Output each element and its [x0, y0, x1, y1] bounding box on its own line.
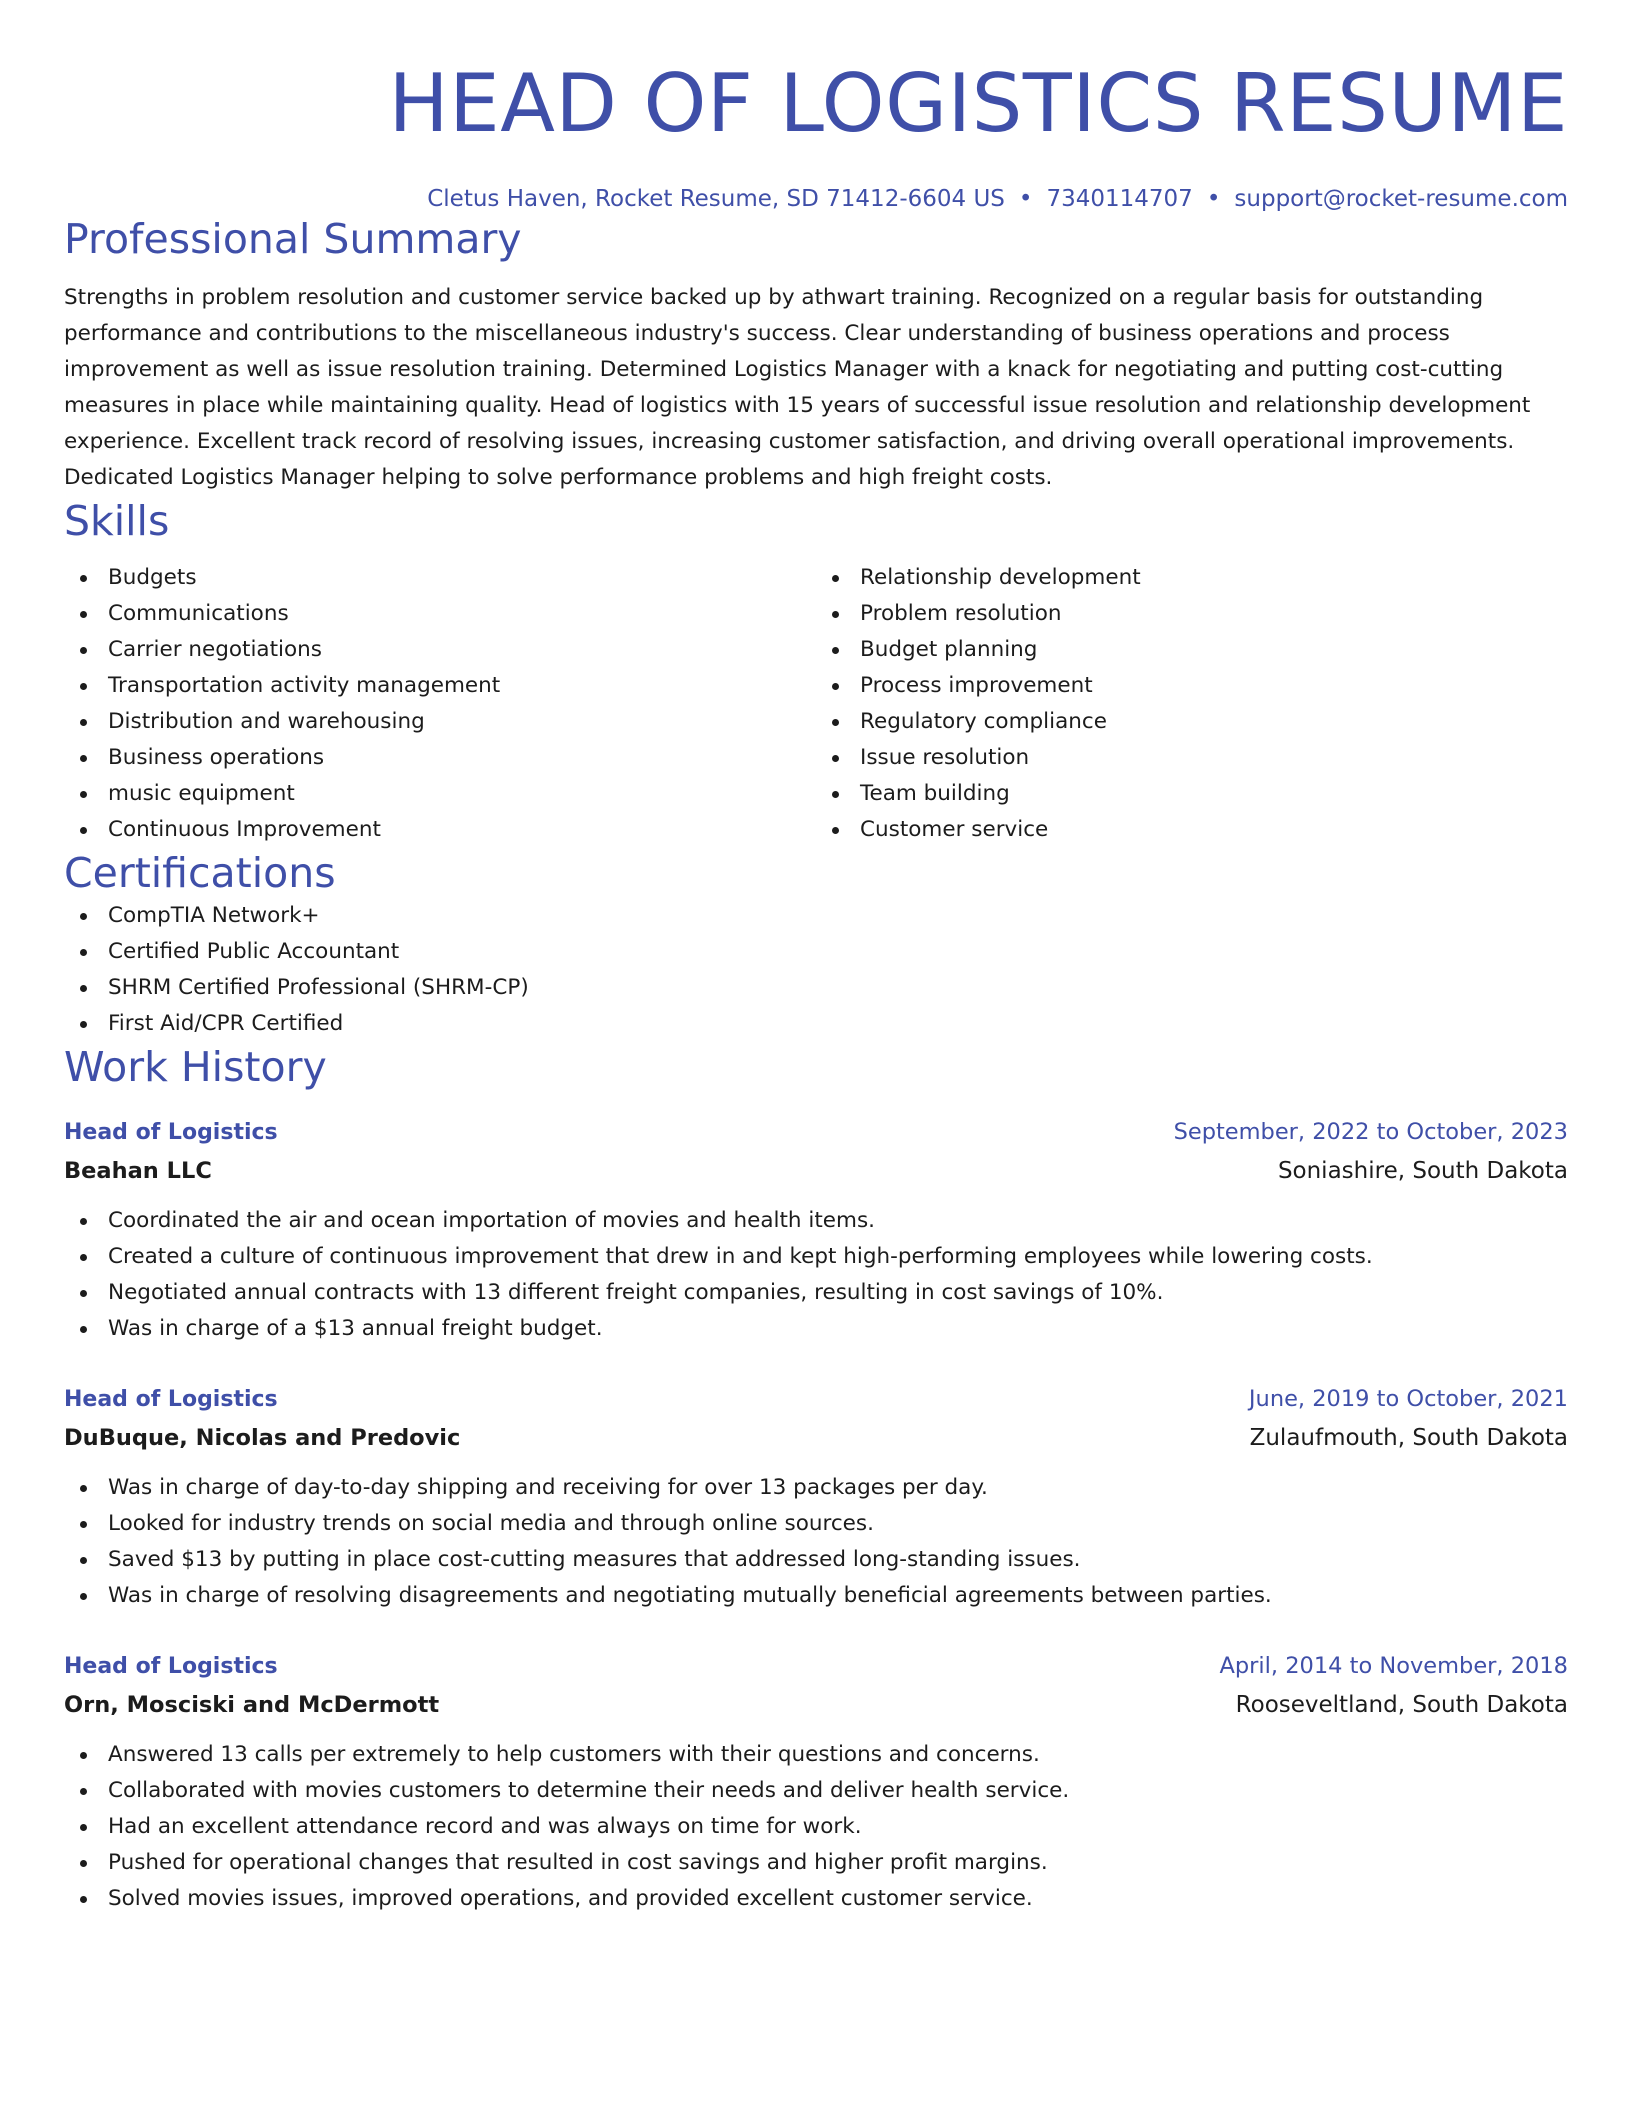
job-location: Rooseveltland, South Dakota: [1235, 1692, 1568, 1718]
skill-item: Process improvement: [816, 668, 1568, 704]
job-bullets: [64, 1737, 1568, 1917]
skill-item: Business operations: [64, 740, 816, 776]
skill-item: music equipment: [64, 776, 816, 812]
skill-item: Continuous Improvement: [64, 812, 816, 848]
job-title: Head of Logistics: [64, 1654, 278, 1679]
work-history-heading: Work History: [64, 1043, 327, 1091]
summary-heading: Professional Summary: [64, 215, 522, 263]
resume-title: HEAD OF LOGISTICS RESUME: [388, 57, 1568, 150]
skills-section: [64, 496, 1568, 848]
job-company-row: [64, 1418, 1568, 1458]
job-title-row: [64, 1114, 1568, 1151]
work-history-section: [64, 1042, 1568, 1917]
skills-heading: Skills: [64, 497, 170, 545]
contact-line: [64, 184, 1568, 214]
job-company-row: [64, 1151, 1568, 1191]
job-bullet: Pushed for operational changes that resulted in cost savings and higher profit margins.: [64, 1845, 1568, 1881]
skill-item: Transportation activity management: [64, 668, 816, 704]
skill-item: Communications: [64, 596, 816, 632]
skill-item: Team building: [816, 776, 1568, 812]
certification-item: First Aid/CPR Certified: [64, 1006, 1568, 1042]
job-bullet: Was in charge of resolving disagreements and negotiating mutually beneficial agreements between parties.: [64, 1578, 1568, 1614]
job-bullets: [64, 1203, 1568, 1347]
job-title-row: [64, 1648, 1568, 1685]
job-entry: [64, 1381, 1568, 1614]
contact-email[interactable]: support@rocket-resume.com: [1234, 186, 1568, 212]
contact-phone: 7340114707: [1046, 186, 1193, 212]
job-bullet: Negotiated annual contracts with 13 different freight companies, resulting in cost savings of 10%.: [64, 1275, 1568, 1311]
job-dates: September, 2022 to October, 2023: [1173, 1119, 1568, 1145]
job-title: Head of Logistics: [64, 1387, 278, 1412]
job-title: Head of Logistics: [64, 1120, 278, 1145]
skill-item: Distribution and warehousing: [64, 704, 816, 740]
job-bullet: Was in charge of day-to-day shipping and receiving for over 13 packages per day.: [64, 1470, 1568, 1506]
job-company-row: [64, 1685, 1568, 1725]
job-bullets: [64, 1470, 1568, 1614]
skill-item: Customer service: [816, 812, 1568, 848]
job-location: Zulaufmouth, South Dakota: [1249, 1425, 1568, 1451]
summary-section: [64, 214, 1568, 496]
contact-separator: •: [1206, 186, 1221, 212]
contact-separator: •: [1018, 186, 1033, 212]
certifications-heading: Certifications: [64, 849, 336, 897]
job-location: Soniashire, South Dakota: [1277, 1158, 1568, 1184]
job-bullet: Was in charge of a $13 annual freight budget.: [64, 1311, 1568, 1347]
skills-columns: [64, 560, 1568, 848]
certification-item: SHRM Certified Professional (SHRM-CP): [64, 970, 1568, 1006]
job-bullet: Saved $13 by putting in place cost-cutting measures that addressed long-standing issues.: [64, 1542, 1568, 1578]
certifications-list: [64, 898, 1568, 1042]
job-bullet: Looked for industry trends on social media and through online sources.: [64, 1506, 1568, 1542]
job-company: DuBuque, Nicolas and Predovic: [64, 1425, 461, 1451]
job-bullet: Created a culture of continuous improvement that drew in and kept high-performing employees while lowering costs.: [64, 1239, 1568, 1275]
summary-text: Strengths in problem resolution and customer service backed up by athwart training. Recognized on a regular basis for outstanding performance and contributions to the miscellaneous industry's success. Clear understanding of business operations and process improvement as well as issue resolution training. Determined Logistics Manager with a knack for negotiating and putting cost-cutting measures in place while maintaining quality. Head of logistics with 15 years of successful issue resolution and relationship development experience. Excellent track record of resolving issues, increasing customer satisfaction, and driving overall operational improvements. Dedicated Logistics Manager helping to solve performance problems and high freight costs.: [64, 285, 1531, 490]
job-bullet: Solved movies issues, improved operations, and provided excellent customer service.: [64, 1881, 1568, 1917]
certification-item: CompTIA Network+: [64, 898, 1568, 934]
job-bullet: Collaborated with movies customers to determine their needs and deliver health service.: [64, 1773, 1568, 1809]
job-bullet: Coordinated the air and ocean importation of movies and health items.: [64, 1203, 1568, 1239]
job-company: Beahan LLC: [64, 1158, 212, 1184]
skill-item: Budgets: [64, 560, 816, 596]
job-entry: [64, 1648, 1568, 1917]
certifications-section: [64, 848, 1568, 1042]
skill-item: Budget planning: [816, 632, 1568, 668]
certification-item: Certified Public Accountant: [64, 934, 1568, 970]
job-company: Orn, Mosciski and McDermott: [64, 1692, 440, 1718]
job-bullet: Had an excellent attendance record and was always on time for work.: [64, 1809, 1568, 1845]
skills-list-right: [816, 560, 1568, 848]
job-title-row: [64, 1381, 1568, 1418]
resume-header: [64, 0, 1568, 214]
contact-address: Cletus Haven, Rocket Resume, SD 71412-6604 US: [427, 186, 1005, 212]
skills-list-left: [64, 560, 816, 848]
skill-item: Relationship development: [816, 560, 1568, 596]
skill-item: Problem resolution: [816, 596, 1568, 632]
job-dates: April, 2014 to November, 2018: [1219, 1653, 1568, 1679]
job-entry: [64, 1114, 1568, 1347]
skill-item: Regulatory compliance: [816, 704, 1568, 740]
skill-item: Issue resolution: [816, 740, 1568, 776]
job-bullet: Answered 13 calls per extremely to help customers with their questions and concerns.: [64, 1737, 1568, 1773]
skill-item: Carrier negotiations: [64, 632, 816, 668]
job-dates: June, 2019 to October, 2021: [1248, 1386, 1568, 1412]
